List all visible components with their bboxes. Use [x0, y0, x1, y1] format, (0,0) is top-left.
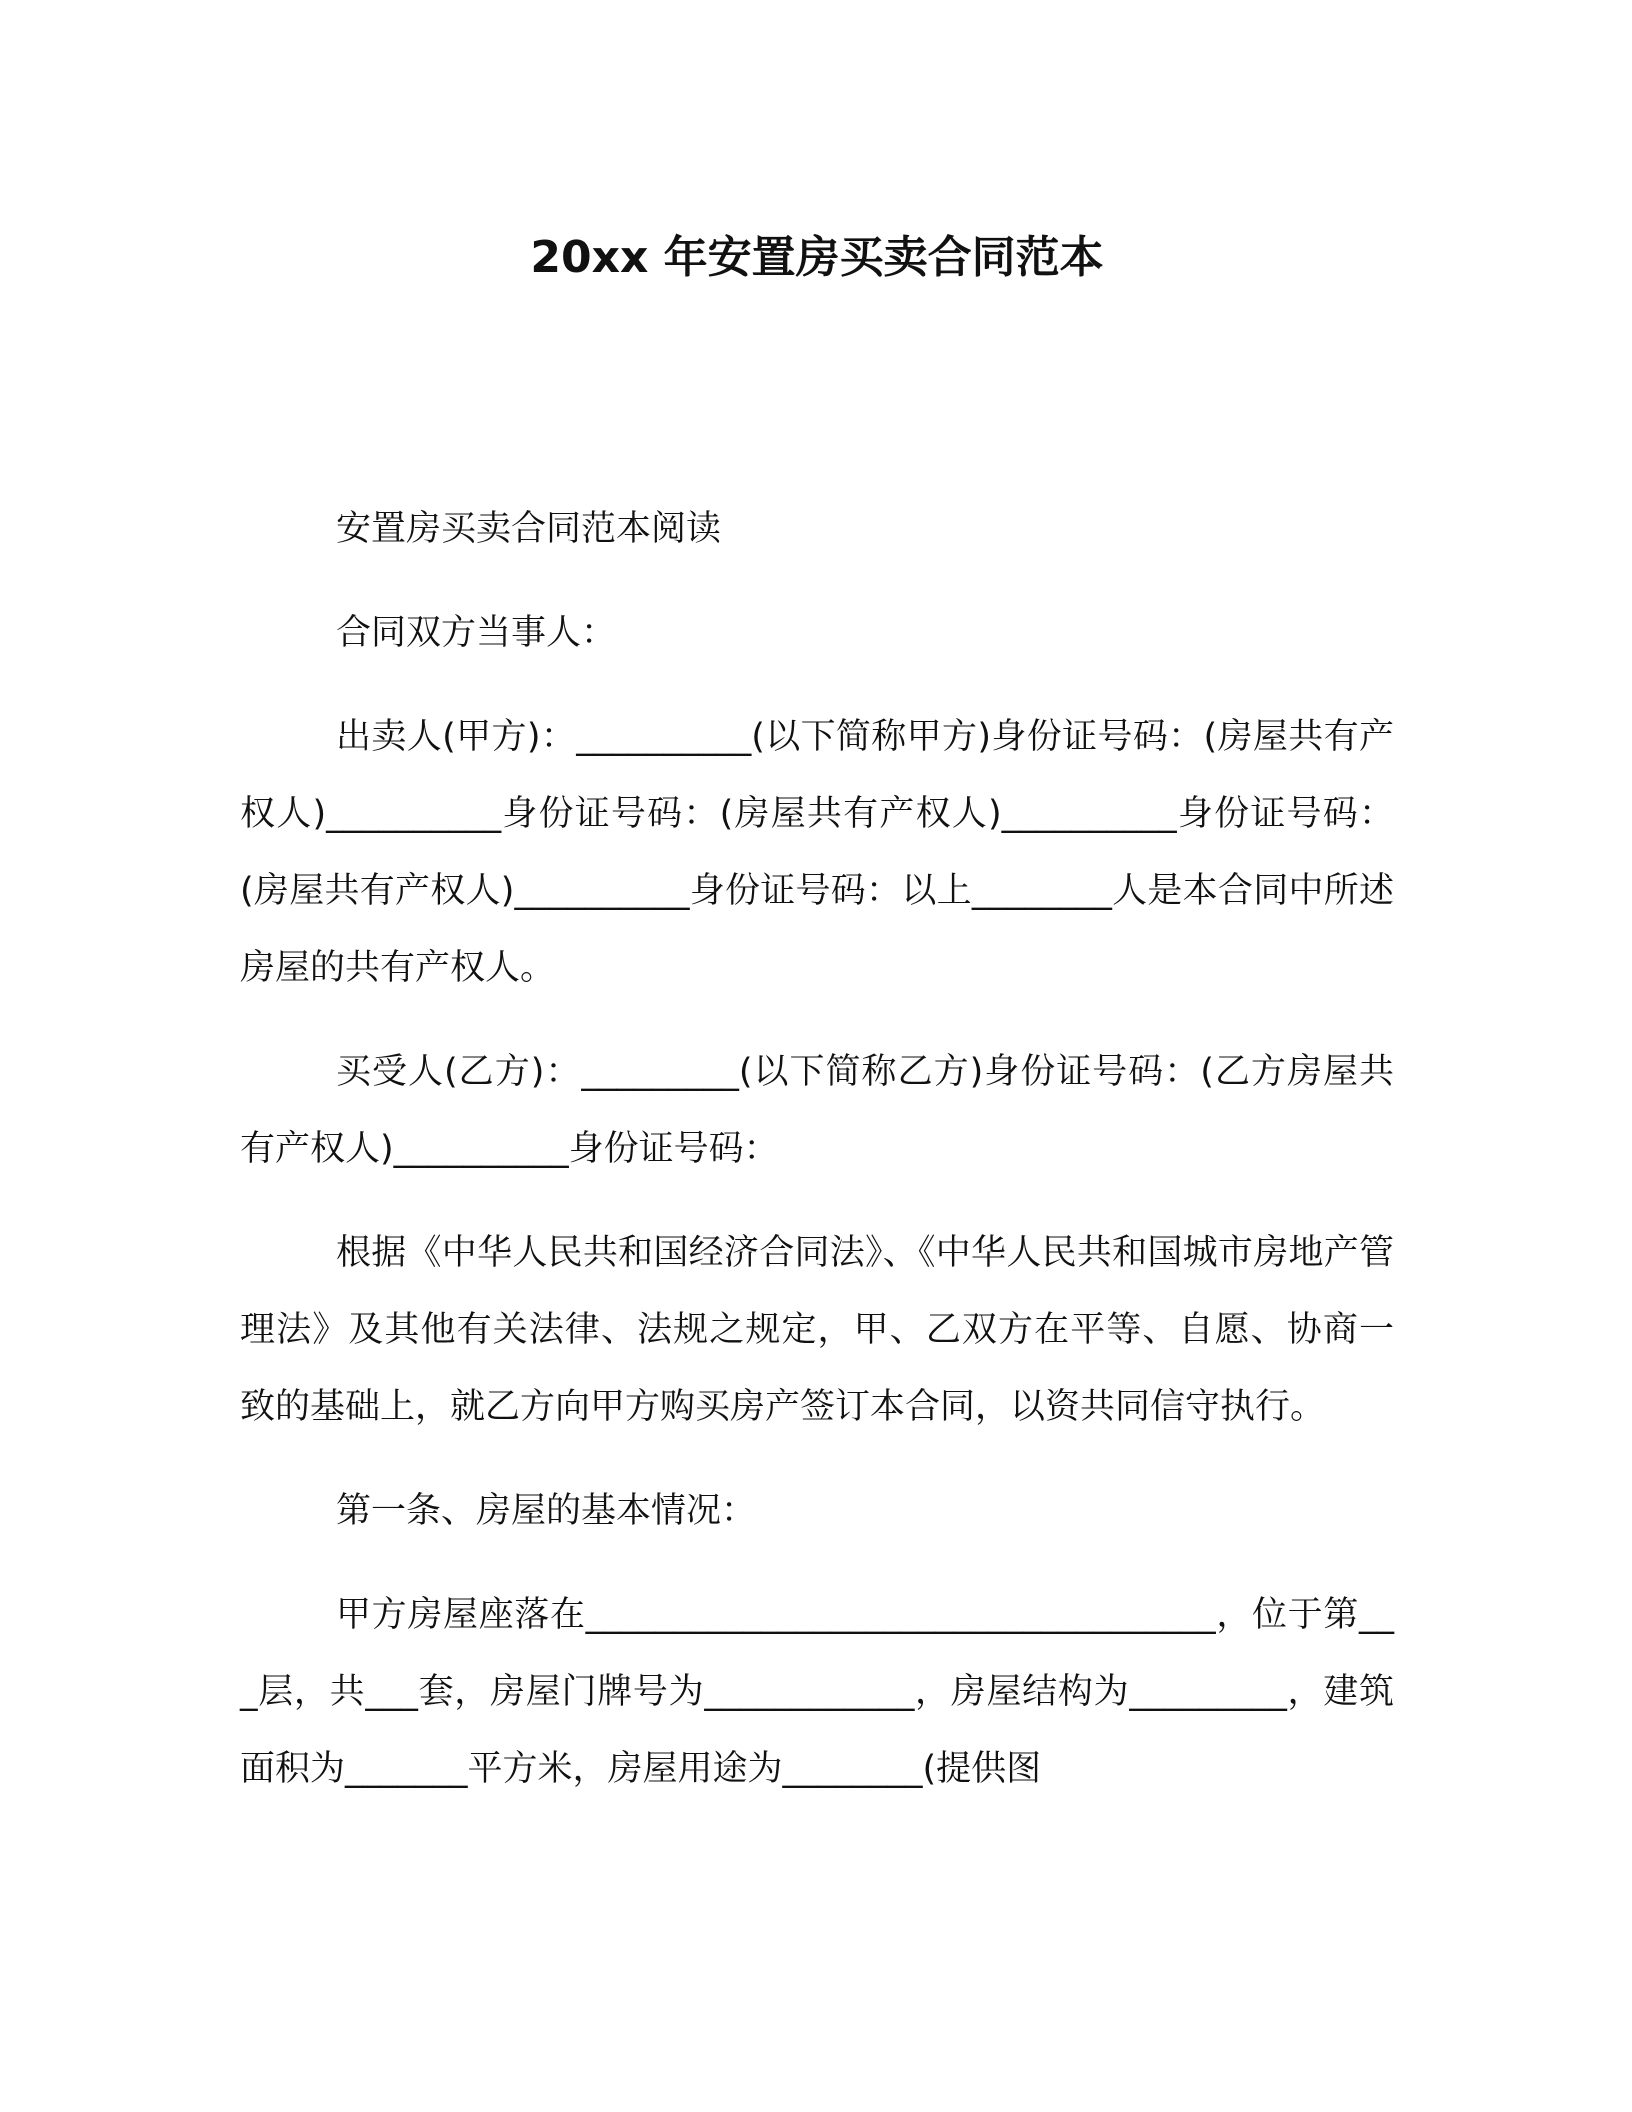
document-title: 20xx 年安置房买卖合同范本 [530, 232, 1104, 283]
document-body [240, 491, 1394, 1808]
paragraph-intro-heading: 安置房买卖合同范本阅读 [336, 509, 722, 549]
paragraph-parties-heading: 合同双方当事人： [336, 613, 617, 653]
paragraph-property-details: 甲方房屋座落在____________________________________，位于第___层，共___套，房屋门牌号为____________，房屋结构为_________，建筑面积为_______平方米，房屋用途为________(提供图 [240, 1595, 1394, 1789]
paragraph-buyer: 买受人(乙方)：_________(以下简称乙方)身份证号码：(乙方房屋共有产权人)__________身份证号码： [240, 1052, 1394, 1169]
paragraph-seller: 出卖人(甲方)：__________(以下简称甲方)身份证号码：(房屋共有产权人)__________身份证号码：(房屋共有产权人)__________身份证号码：(房屋共有产权人)__________身份证号码：以上________人是本合同中所述房屋的共有产权人。 [240, 717, 1394, 988]
paragraph-article-one-heading: 第一条、房屋的基本情况： [336, 1491, 757, 1531]
paragraph-legal-basis: 根据《中华人民共和国经济合同法》、《中华人民共和国城市房地产管理法》及其他有关法律、法规之规定，甲、乙双方在平等、自愿、协商一致的基础上，就乙方向甲方购买房产签订本合同，以资共同信守执行。 [240, 1233, 1394, 1427]
